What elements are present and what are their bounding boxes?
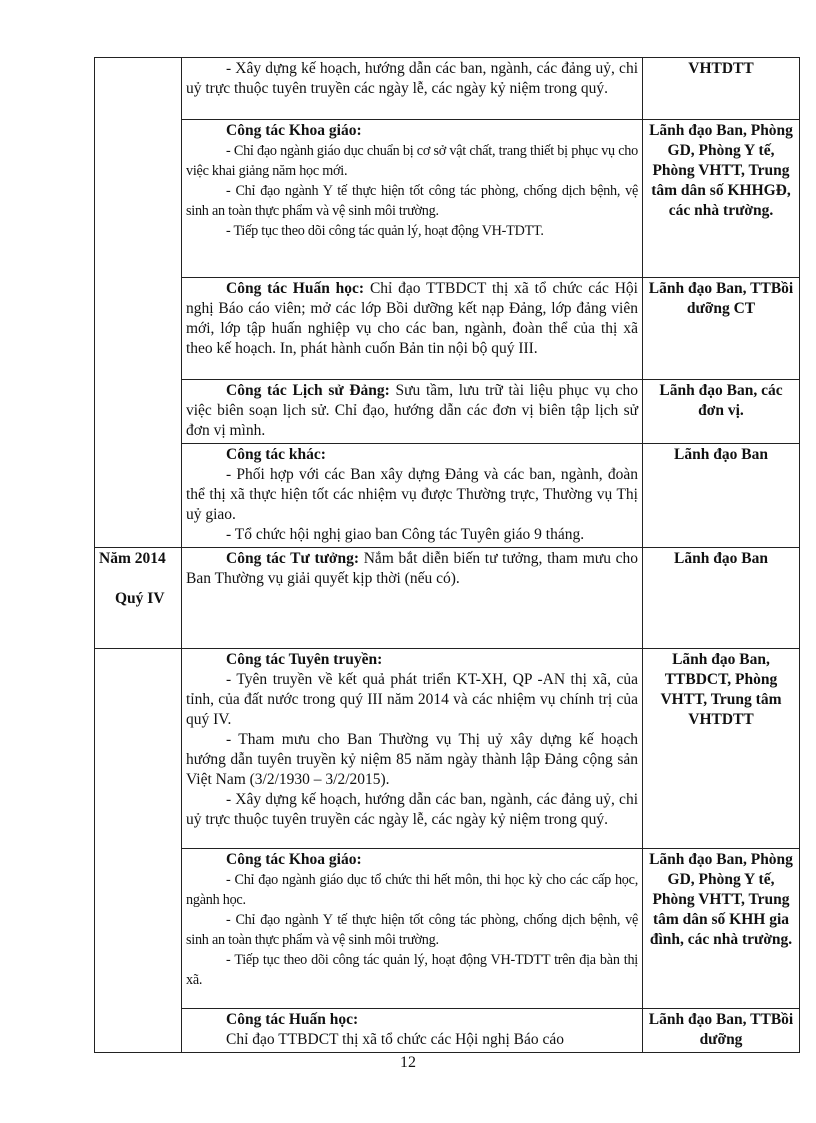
- section-heading: Công tác Tuyên truyền:: [226, 651, 383, 668]
- table-row: [95, 380, 800, 444]
- content-text: Sưu tầm, lưu trữ tài liệu phục vụ cho việc biên soạn lịch sử. Chỉ đạo, hướng dẫn các đơn vị biên tập lịch sử đơn vị mình.: [186, 382, 639, 439]
- responsible-cell: Lãnh đạo Ban: [643, 548, 800, 649]
- content-line: - Phối hợp với các Ban xây dựng Đảng và các ban, ngành, đoàn thể thị xã thực hiện tốt các nhiệm vụ được Thường trực, Thường vụ Thị uỷ giao.: [186, 466, 638, 523]
- content-cell: [182, 849, 643, 1009]
- content-cell: [182, 1009, 643, 1053]
- content-line: - Tyên truyền về kết quả phát triển KT-XH, QP -AN thị xã, của tỉnh, của đất nước trong quý III năm 2014 và các nhiệm vụ chính trị của quý IV.: [186, 671, 638, 728]
- content-line: - Xây dựng kế hoạch, hướng dẫn các ban, ngành, các đảng uỷ, chi uỷ trực thuộc tuyên truyền các ngày lễ, các ngày kỷ niệm trong quý.: [186, 60, 638, 97]
- content-paragraph: [186, 381, 638, 441]
- section-heading: Công tác Huấn học:: [226, 280, 365, 297]
- content-line: - Tiếp tục theo dõi công tác quản lý, hoạt động VH-TDTT.: [226, 223, 544, 239]
- responsible-cell: Lãnh đạo Ban, Phòng GD, Phòng Y tế, Phòng VHTT, Trung tâm dân số KHH gia đình, các nhà trường.: [643, 849, 800, 1009]
- work-plan-table: [94, 57, 800, 1053]
- content-line: - Tổ chức hội nghị giao ban Công tác Tuyên giáo 9 tháng.: [226, 526, 585, 543]
- period-quarter: Quý IV: [115, 590, 165, 607]
- table-row: [95, 1009, 800, 1053]
- period-cell-empty: [95, 649, 182, 1053]
- content-cell: [182, 649, 643, 849]
- responsible-cell: Lãnh đạo Ban: [643, 444, 800, 548]
- content-cell: [182, 120, 643, 278]
- content-paragraph: [186, 549, 638, 589]
- table-row: [95, 444, 800, 548]
- table-row: [95, 120, 800, 278]
- content-paragraph: [186, 279, 638, 359]
- content-line: - Tham mưu cho Ban Thường vụ Thị uỷ xây dựng kế hoạch hướng dẫn tuyên truyền kỷ niệm 85 năm ngày thành lập Đảng cộng sản Việt Nam (3/2/1930 – 3/2/2015).: [186, 731, 638, 788]
- content-cell: [182, 380, 643, 444]
- table-row: [95, 58, 800, 120]
- responsible-cell: Lãnh đạo Ban, các đơn vị.: [643, 380, 800, 444]
- content-cell: [182, 444, 643, 548]
- section-heading: Công tác Khoa giáo:: [226, 851, 362, 868]
- section-heading: Công tác Khoa giáo:: [226, 122, 362, 139]
- responsible-cell: Lãnh đạo Ban, TTBDCT, Phòng VHTT, Trung tâm VHTDTT: [643, 649, 800, 849]
- table-row: [95, 849, 800, 1009]
- table-row: [95, 548, 800, 649]
- content-line: - Chỉ đạo ngành giáo dục tổ chức thi hết môn, thi học kỳ cho các cấp học, ngành học.: [186, 872, 638, 908]
- section-heading: Công tác khác:: [226, 446, 326, 463]
- content-text: Chỉ đạo TTBDCT thị xã tổ chức các Hội nghị Báo cáo viên; mở các lớp Bồi dưỡng kết nạp Đảng, lớp đảng viên mới, lớp tập huấn nghiệp vụ cho các ban, ngành, đoàn thể của thị xã theo kế hoạch. In, phát hành cuốn Bản tin nội bộ quý III.: [186, 280, 638, 357]
- content-line: - Xây dựng kế hoạch, hướng dẫn các ban, ngành, các đảng uỷ, chi uỷ trực thuộc tuyên truyền các ngày lễ, các ngày kỷ niệm trong quý.: [186, 791, 638, 828]
- content-line: Chỉ đạo TTBDCT thị xã tổ chức các Hội nghị Báo cáo: [226, 1031, 564, 1048]
- content-cell: [182, 548, 643, 649]
- content-line: - Chỉ đạo ngành giáo dục chuẩn bị cơ sở vật chất, trang thiết bị phục vụ cho việc khai giảng năm học mới.: [186, 143, 638, 179]
- table-row: [95, 278, 800, 380]
- period-cell: [95, 548, 182, 649]
- section-heading: Công tác Huấn học:: [226, 1011, 359, 1028]
- responsible-cell: Lãnh đạo Ban, TTBồi dưỡng CT: [643, 278, 800, 380]
- content-text: Nắm bắt diễn biến tư tưởng, tham mưu cho Ban Thường vụ giải quyết kịp thời (nếu có).: [186, 550, 638, 587]
- period-year: Năm 2014: [99, 550, 166, 567]
- content-cell: [182, 278, 643, 380]
- content-line: - Chỉ đạo ngành Y tế thực hiện tốt công tác phòng, chống dịch bệnh, vệ sinh an toàn thực phẩm và vệ sinh môi trường.: [186, 183, 638, 219]
- section-heading: Công tác Lịch sử Đảng:: [226, 382, 390, 399]
- table-row: [95, 649, 800, 849]
- content-cell: [182, 58, 643, 120]
- period-cell-empty: [95, 58, 182, 548]
- responsible-cell: VHTDTT: [643, 58, 800, 120]
- page-number: 12: [400, 1054, 416, 1071]
- responsible-cell: Lãnh đạo Ban, Phòng GD, Phòng Y tế, Phòng VHTT, Trung tâm dân số KHHGĐ, các nhà trường.: [643, 120, 800, 278]
- responsible-cell: Lãnh đạo Ban, TTBồi dưỡng: [643, 1009, 800, 1053]
- section-heading: Công tác Tư tưởng:: [226, 550, 360, 567]
- content-line: - Chỉ đạo ngành Y tế thực hiện tốt công tác phòng, chống dịch bệnh, vệ sinh an toàn thực phẩm và vệ sinh môi trường.: [186, 912, 638, 948]
- content-line: - Tiếp tục theo dõi công tác quản lý, hoạt động VH-TDTT trên địa bàn thị xã.: [186, 952, 638, 988]
